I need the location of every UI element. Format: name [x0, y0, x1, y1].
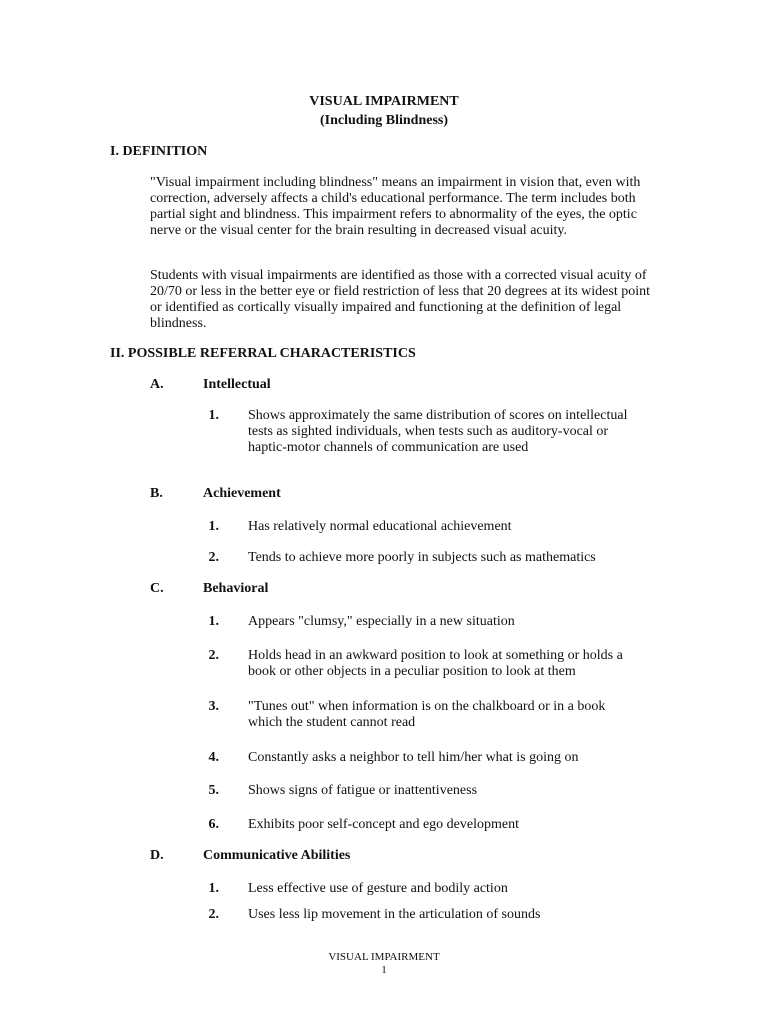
list-item-number: 2. — [208, 648, 219, 663]
subsection-title-behavioral: Behavioral — [203, 581, 269, 596]
definition-paragraph-2: Students with visual impairments are identified as those with a corrected visual acuity of 20/70 or less in the better eye or field restriction of less that 20 degrees at its widest point or identified as cortically visually impaired and functioning at the definition of legal blindness. — [150, 268, 650, 331]
list-item-text: Constantly asks a neighbor to tell him/her what is going on — [248, 750, 579, 765]
list-item-text: Appears "clumsy," especially in a new situation — [248, 614, 515, 629]
list-item-number: 4. — [208, 750, 219, 765]
subsection-title-communicative-abilities: Communicative Abilities — [203, 848, 351, 863]
page-footer-label: VISUAL IMPAIRMENT — [328, 951, 440, 963]
subsection-letter-b: B. — [150, 486, 163, 501]
subsection-title-achievement: Achievement — [203, 486, 281, 501]
list-item-text: Tends to achieve more poorly in subjects such as mathematics — [248, 550, 596, 565]
list-item-text: Holds head in an awkward position to look at something or holds a book or other objects in a peculiar position to look at them — [248, 648, 623, 679]
list-item-text: Uses less lip movement in the articulation of sounds — [248, 907, 541, 922]
list-item-number: 5. — [208, 783, 219, 798]
subsection-letter-d: D. — [150, 848, 164, 863]
list-item-number: 1. — [208, 881, 219, 896]
document-title: VISUAL IMPAIRMENT — [309, 94, 459, 109]
list-item-number: 1. — [208, 519, 219, 534]
list-item-text: "Tunes out" when information is on the chalkboard or in a book which the student cannot read — [248, 699, 606, 730]
list-item-text: Shows signs of fatigue or inattentiveness — [248, 783, 478, 798]
list-item-text: Shows approximately the same distribution of scores on intellectual tests as sighted individuals, when tests such as auditory-vocal or haptic-motor channels of communication are used — [248, 408, 628, 455]
list-item-number: 2. — [208, 550, 219, 565]
list-item-text: Exhibits poor self-concept and ego development — [248, 817, 519, 832]
page-number: 1 — [381, 964, 387, 976]
section-heading-referral-characteristics: II. POSSIBLE REFERRAL CHARACTERISTICS — [110, 346, 416, 361]
list-item-number: 6. — [208, 817, 219, 832]
list-item-number: 1. — [208, 614, 219, 629]
list-item-number: 1. — [208, 408, 219, 423]
subsection-letter-c: C. — [150, 581, 164, 596]
list-item-number: 3. — [208, 699, 219, 714]
document-subtitle: (Including Blindness) — [320, 113, 448, 128]
section-heading-definition: I. DEFINITION — [110, 144, 208, 159]
definition-paragraph-1: "Visual impairment including blindness" means an impairment in vision that, even with correction, adversely affects a child's educational performance. The term includes both partial sight and blindness. This impairment refers to abnormality of the eyes, the optic nerve or the visual center for the brain resulting in decreased visual acuity. — [150, 175, 641, 238]
subsection-title-intellectual: Intellectual — [203, 377, 271, 392]
subsection-letter-a: A. — [150, 377, 164, 392]
list-item-text: Has relatively normal educational achievement — [248, 519, 512, 534]
list-item-text: Less effective use of gesture and bodily action — [248, 881, 508, 896]
list-item-number: 2. — [208, 907, 219, 922]
